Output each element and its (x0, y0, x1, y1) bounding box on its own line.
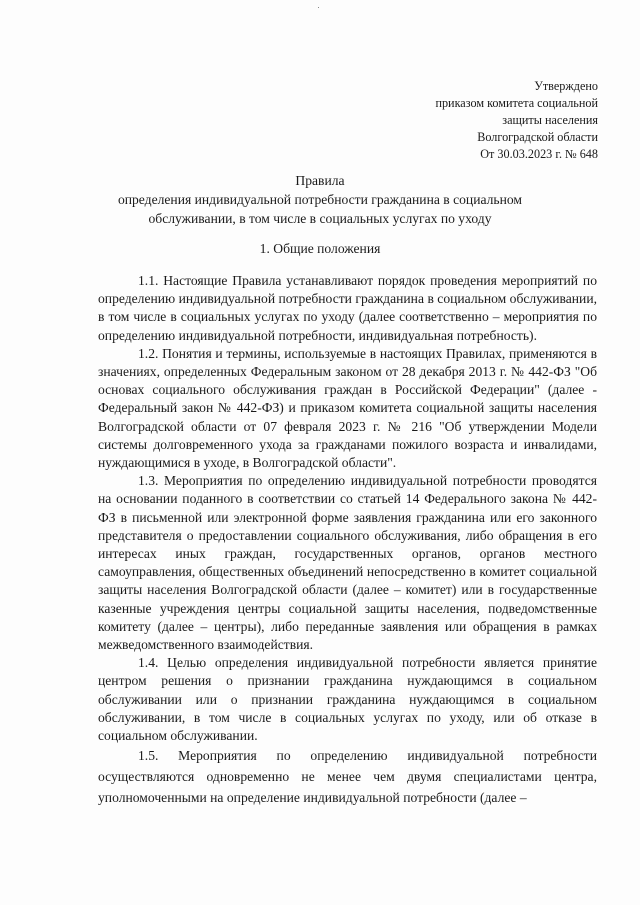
title-line: Правила (295, 173, 345, 188)
title-line: обслуживании, в том числе в социальных услугах по уходу (148, 211, 492, 226)
paragraph-1-1: 1.1. Настоящие Правила устанавливают порядок проведения мероприятий по определению индивидуальной потребности гражданина в социальном обслуживании, в том числе в социальных услугах по уходу (далее соответственно – мероприятия по определению индивидуальной потребности, индивидуальная потребность). (98, 273, 597, 343)
paragraph-1-5: 1.5. Мероприятия по определению индивидуальной потребности осуществляются одновременно не менее чем двумя специалистами центра, уполномоченными на определение индивидуальной потребности (далее – (98, 748, 597, 806)
section-heading: 1. Общие положения (259, 241, 381, 256)
approval-date-line: От 30.03.2023 г. № 648 (480, 147, 598, 161)
approval-stamp-block (378, 78, 598, 163)
scan-speck (318, 7, 319, 8)
title-line: определения индивидуальной потребности гражданина в социальном (117, 192, 523, 207)
approval-line: защиты населения (502, 113, 598, 127)
document-title (60, 171, 580, 228)
approval-line: Волгоградской области (477, 130, 598, 144)
paragraph-1-4: 1.4. Целью определения индивидуальной потребности является принятие центром решения о признании гражданина нуждающимся в социальном обслуживании или о признании гражданина нуждающимся в социальном обслуживании, в том числе в социальных услугах по уходу, или об отказе в социальном обслуживании. (98, 655, 597, 744)
paragraph-1-2: 1.2. Понятия и термины, используемые в настоящих Правилах, применяются в значениях, определенных Федеральным законом от 28 декабря 2013 г. № 442-ФЗ "Об основах социального обслуживания граждан в Российской Федерации" (далее - Федеральный закон № 442-ФЗ) и приказом комитета социальной защиты населения Волгоградской области от 07 февраля 2023 г. № 216 "Об утверждении Модели системы долговременного ухода за гражданами пожилого возраста и инвалидами, нуждающимися в уходе, в Волгоградской области". (98, 345, 597, 471)
document-body (98, 272, 597, 808)
approval-line: приказом комитета социальной (435, 96, 598, 110)
approval-line: Утверждено (534, 79, 598, 93)
paragraph-1-3: 1.3. Мероприятия по определению индивидуальной потребности проводятся на основании поданного в соответствии со статьей 14 Федерального закона № 442-ФЗ в письменной или электронной форме заявления гражданина или его законного представителя о предоставлении социального обслуживания, либо обращения в его интересах иных граждан, государственных органов, органов местного самоуправления, общественных объединений непосредственно в комитет социальной защиты населения Волгоградской области (далее – комитет) или в государственные казенные учреждения центры социальной защиты населения, подведомственные комитету (далее – центры), либо переданные заявления или обращения в рамках межведомственного взаимодействия. (98, 473, 597, 653)
